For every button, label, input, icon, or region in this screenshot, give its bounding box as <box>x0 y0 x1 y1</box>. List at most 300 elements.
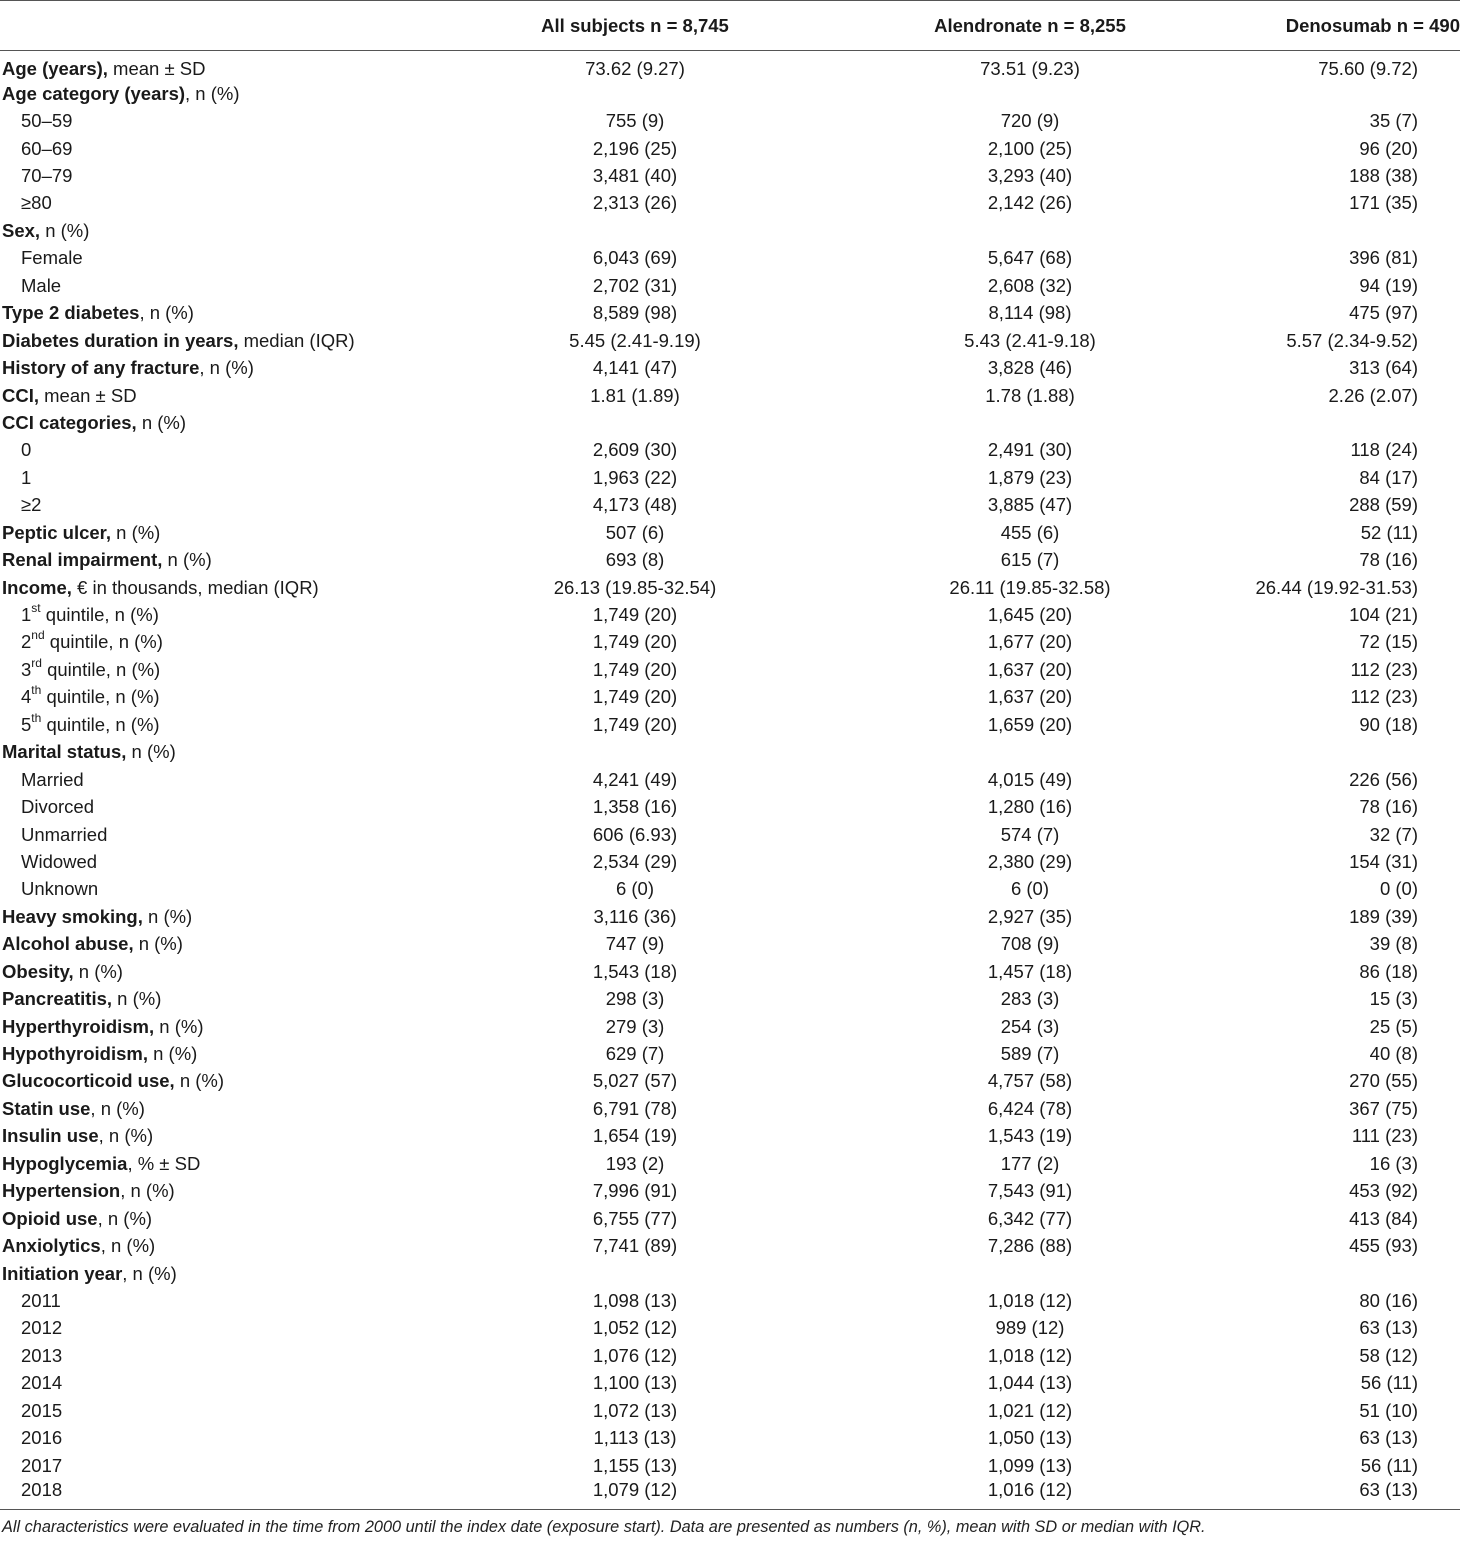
row-label-unit: , n (%) <box>97 1207 153 1229</box>
table-row <box>0 382 1460 409</box>
denosumab-value: 2.26 (2.07) <box>1328 384 1418 406</box>
row-label-unit: , n (%) <box>139 302 194 324</box>
all-subjects-value: 5,027 (57) <box>592 1070 678 1092</box>
all-subjects-value: 1,749 (20) <box>592 713 678 735</box>
row-label: 2015 <box>21 1399 63 1421</box>
alendronate-value: 7,286 (88) <box>987 1235 1073 1257</box>
all-subjects-value: 26.13 (19.85-32.54) <box>553 576 717 598</box>
row-label <box>0 1095 430 1122</box>
alendronate-value: 455 (6) <box>1000 521 1060 543</box>
all-subjects-value <box>430 217 840 244</box>
denosumab-value: 86 (18) <box>1359 960 1418 982</box>
alendronate-value: 2,142 (26) <box>987 192 1073 214</box>
alendronate-value: 615 (7) <box>1000 549 1060 571</box>
alendronate-value <box>840 739 1220 766</box>
row-label-unit: n (%) <box>133 933 183 955</box>
row-label-unit: mean ± SD <box>39 384 137 406</box>
row-label-bold: Income, <box>2 576 72 598</box>
row-label: Married <box>21 768 84 790</box>
denosumab-value: 189 (39) <box>1349 905 1418 927</box>
denosumab-value: 52 (11) <box>1360 521 1418 543</box>
all-subjects-value: 1,749 (20) <box>592 604 678 626</box>
row-label-unit: n (%) <box>136 411 187 433</box>
all-subjects-value: 2,609 (30) <box>592 439 678 461</box>
row-label <box>0 217 430 244</box>
all-subjects-value: 6,791 (78) <box>592 1097 678 1119</box>
quintile-label: quintile, n (%) <box>41 713 160 735</box>
denosumab-value: 58 (12) <box>1359 1344 1418 1366</box>
denosumab-value <box>1220 1260 1460 1287</box>
denosumab-value: 0 (0) <box>1379 878 1418 900</box>
row-label-unit: , n (%) <box>100 1235 156 1257</box>
table-row <box>0 739 1460 766</box>
denosumab-value: 396 (81) <box>1349 247 1418 269</box>
table-row <box>0 327 1460 354</box>
row-label <box>0 958 430 985</box>
denosumab-value: 78 (16) <box>1359 549 1418 571</box>
alendronate-value: 1,645 (20) <box>987 604 1073 626</box>
quintile-number: 3 <box>21 658 32 680</box>
row-label-bold: Hypoglycemia <box>2 1152 128 1174</box>
alendronate-value: 4,015 (49) <box>987 768 1073 790</box>
denosumab-value: 26.44 (19.92-31.53) <box>1255 576 1418 598</box>
all-subjects-value <box>430 739 840 766</box>
footnote-row <box>0 1510 1460 1538</box>
row-label-unit: , % ± SD <box>127 1152 201 1174</box>
table-row <box>0 1479 1460 1510</box>
denosumab-value: 16 (3) <box>1369 1152 1418 1174</box>
row-label-unit: n (%) <box>111 521 161 543</box>
quintile-number: 4 <box>21 686 32 708</box>
denosumab-value: 455 (93) <box>1349 1235 1418 1257</box>
alendronate-value: 1.78 (1.88) <box>985 384 1075 406</box>
table-row <box>0 492 1460 519</box>
all-subjects-value: 1,749 (20) <box>592 658 678 680</box>
table-row <box>0 162 1460 189</box>
row-label <box>0 1123 430 1150</box>
alendronate-value: 1,099 (13) <box>987 1454 1073 1476</box>
denosumab-value: 39 (8) <box>1369 933 1418 955</box>
alendronate-value: 254 (3) <box>1000 1015 1060 1037</box>
all-subjects-value: 3,116 (36) <box>593 905 677 927</box>
table-row <box>0 684 1460 711</box>
row-label <box>0 382 430 409</box>
all-subjects-value: 7,996 (91) <box>592 1180 678 1202</box>
row-label: 2017 <box>21 1454 63 1476</box>
denosumab-value: 188 (38) <box>1349 165 1418 187</box>
row-label-unit: median (IQR) <box>238 329 355 351</box>
all-subjects-value: 693 (8) <box>605 549 665 571</box>
alendronate-value: 1,457 (18) <box>987 960 1073 982</box>
denosumab-value: 56 (11) <box>1360 1372 1418 1394</box>
row-label <box>0 574 430 601</box>
row-label-unit: n (%) <box>40 219 90 241</box>
table-row <box>0 1287 1460 1314</box>
row-label <box>0 1150 430 1177</box>
row-label: ≥80 <box>21 192 52 214</box>
quintile-label: quintile, n (%) <box>41 686 160 708</box>
header-all-subjects: All subjects n = 8,745 <box>430 1 840 51</box>
all-subjects-value: 1,749 (20) <box>592 686 678 708</box>
all-subjects-value: 193 (2) <box>605 1152 665 1174</box>
all-subjects-value: 1,079 (12) <box>592 1479 678 1501</box>
alendronate-value: 6 (0) <box>1010 878 1050 900</box>
all-subjects-value: 2,702 (31) <box>592 274 678 296</box>
table-row <box>0 848 1460 875</box>
table-row <box>0 354 1460 381</box>
row-label: 0 <box>21 439 32 461</box>
all-subjects-value: 7,741 (89) <box>592 1235 678 1257</box>
denosumab-value: 25 (5) <box>1369 1015 1418 1037</box>
row-label-unit: mean ± SD <box>107 58 206 79</box>
alendronate-value: 8,114 (98) <box>988 302 1072 324</box>
denosumab-value: 313 (64) <box>1349 357 1418 379</box>
all-subjects-value: 1,072 (13) <box>592 1399 678 1421</box>
denosumab-value: 112 (23) <box>1350 658 1418 680</box>
denosumab-value: 40 (8) <box>1369 1043 1418 1065</box>
row-label-bold: Hypothyroidism, <box>2 1043 148 1065</box>
all-subjects-value: 5.45 (2.41-9.19) <box>569 329 701 351</box>
row-label-bold: Initiation year <box>2 1262 123 1284</box>
all-subjects-value: 73.62 (9.27) <box>585 58 685 79</box>
row-label <box>0 80 430 107</box>
row-label <box>0 327 430 354</box>
table-row <box>0 272 1460 299</box>
row-label <box>0 51 430 81</box>
all-subjects-value: 4,241 (49) <box>592 768 678 790</box>
row-label-unit: € in thousands, median (IQR) <box>71 576 319 598</box>
alendronate-value: 283 (3) <box>1000 988 1060 1010</box>
row-label <box>0 519 430 546</box>
all-subjects-value: 1,100 (13) <box>592 1372 678 1394</box>
all-subjects-value: 298 (3) <box>605 988 665 1010</box>
row-label-bold: Obesity, <box>2 960 74 982</box>
row-label-bold: Sex, <box>2 219 41 241</box>
quintile-ordinal-suffix: st <box>31 600 41 615</box>
denosumab-value: 171 (35) <box>1349 192 1418 214</box>
row-label-bold: Hyperthyroidism, <box>2 1015 155 1037</box>
denosumab-value: 270 (55) <box>1349 1070 1418 1092</box>
all-subjects-value: 1.81 (1.89) <box>590 384 680 406</box>
table-row <box>0 1342 1460 1369</box>
all-subjects-value: 8,589 (98) <box>592 302 678 324</box>
denosumab-value: 78 (16) <box>1359 796 1418 818</box>
alendronate-value: 6,424 (78) <box>987 1097 1073 1119</box>
alendronate-value: 2,491 (30) <box>987 439 1073 461</box>
row-label-bold: Heavy smoking, <box>2 905 143 927</box>
alendronate-value: 4,757 (58) <box>987 1070 1073 1092</box>
denosumab-value: 475 (97) <box>1349 302 1418 324</box>
row-label-bold: Insulin use <box>2 1125 99 1147</box>
table-row <box>0 1370 1460 1397</box>
row-label-bold: CCI categories, <box>2 411 137 433</box>
denosumab-value: 80 (16) <box>1359 1289 1418 1311</box>
row-label-bold: Statin use <box>2 1097 91 1119</box>
denosumab-value: 35 (7) <box>1369 110 1418 132</box>
row-label <box>0 1260 430 1287</box>
alendronate-value: 720 (9) <box>1000 110 1060 132</box>
alendronate-value <box>840 80 1220 107</box>
row-label: 2012 <box>21 1317 63 1339</box>
quintile-label: quintile, n (%) <box>41 658 161 680</box>
all-subjects-value: 606 (6.93) <box>592 823 678 845</box>
table-row <box>0 821 1460 848</box>
alendronate-value: 2,380 (29) <box>987 850 1073 872</box>
row-label-unit: , n (%) <box>122 1262 177 1284</box>
alendronate-value: 2,927 (35) <box>987 905 1073 927</box>
table-row <box>0 656 1460 683</box>
table-row <box>0 1040 1460 1067</box>
row-label-unit: , n (%) <box>120 1180 175 1202</box>
row-label <box>0 354 430 381</box>
quintile-ordinal-suffix: th <box>31 683 42 698</box>
denosumab-value <box>1220 217 1460 244</box>
table-row <box>0 409 1460 436</box>
row-label: 2013 <box>21 1344 63 1366</box>
row-label <box>0 546 430 573</box>
alendronate-value: 3,885 (47) <box>987 494 1073 516</box>
table-header <box>0 1 1460 51</box>
header-alendronate: Alendronate n = 8,255 <box>840 1 1220 51</box>
row-label <box>0 1178 430 1205</box>
row-label-unit: , n (%) <box>98 1125 154 1147</box>
row-label <box>0 1205 430 1232</box>
row-label-unit: n (%) <box>174 1070 225 1092</box>
row-label-bold: Peptic ulcer, <box>2 521 111 543</box>
denosumab-value: 32 (7) <box>1369 823 1418 845</box>
denosumab-value <box>1220 739 1460 766</box>
alendronate-value: 3,293 (40) <box>987 165 1073 187</box>
row-label: 60–69 <box>21 137 73 159</box>
row-label <box>0 656 430 683</box>
table-row <box>0 1123 1460 1150</box>
alendronate-value: 1,018 (12) <box>987 1289 1073 1311</box>
alendronate-value: 2,608 (32) <box>987 274 1073 296</box>
table-row <box>0 464 1460 491</box>
row-label-unit: , n (%) <box>90 1097 145 1119</box>
alendronate-value: 1,659 (20) <box>987 713 1073 735</box>
row-label: 2018 <box>21 1479 63 1501</box>
row-label <box>0 684 430 711</box>
alendronate-value: 3,828 (46) <box>987 357 1073 379</box>
alendronate-value: 574 (7) <box>1000 823 1060 845</box>
denosumab-value: 453 (92) <box>1349 1180 1418 1202</box>
alendronate-value: 1,018 (12) <box>987 1344 1073 1366</box>
row-label <box>0 985 430 1012</box>
row-label: 50–59 <box>21 110 73 132</box>
table-row <box>0 546 1460 573</box>
row-label-unit: n (%) <box>126 741 176 763</box>
row-label-bold: Renal impairment, <box>2 549 163 571</box>
table-body <box>0 51 1460 1510</box>
table-row <box>0 217 1460 244</box>
alendronate-value: 1,637 (20) <box>987 686 1073 708</box>
row-label: Female <box>21 247 83 269</box>
row-label-bold: Anxiolytics <box>2 1235 101 1257</box>
table-row <box>0 1178 1460 1205</box>
denosumab-value: 84 (17) <box>1359 466 1418 488</box>
alendronate-value: 6,342 (77) <box>987 1207 1073 1229</box>
quintile-label: quintile, n (%) <box>44 631 163 653</box>
row-label: 2011 <box>21 1289 61 1311</box>
denosumab-value: 15 (3) <box>1369 988 1418 1010</box>
alendronate-value: 1,677 (20) <box>987 631 1073 653</box>
row-label-unit: , n (%) <box>199 357 254 379</box>
row-label-unit: n (%) <box>147 1043 198 1065</box>
denosumab-value: 96 (20) <box>1359 137 1418 159</box>
table-footer <box>0 1510 1460 1538</box>
denosumab-value: 75.60 (9.72) <box>1318 58 1418 79</box>
table-row <box>0 437 1460 464</box>
table-row <box>0 519 1460 546</box>
row-label: 70–79 <box>21 165 73 187</box>
row-label: Unmarried <box>21 823 108 845</box>
row-label-unit: n (%) <box>154 1015 204 1037</box>
all-subjects-value: 1,749 (20) <box>592 631 678 653</box>
denosumab-value <box>1220 409 1460 436</box>
table-row <box>0 1260 1460 1287</box>
all-subjects-value <box>430 409 840 436</box>
all-subjects-value: 1,076 (12) <box>592 1344 678 1366</box>
row-label-bold: Diabetes duration in years, <box>2 329 239 351</box>
quintile-ordinal-suffix: th <box>31 710 42 725</box>
denosumab-value: 154 (31) <box>1349 850 1418 872</box>
all-subjects-value: 1,543 (18) <box>592 960 678 982</box>
denosumab-value: 118 (24) <box>1350 439 1418 461</box>
alendronate-value: 1,044 (13) <box>987 1372 1073 1394</box>
table-row <box>0 1095 1460 1122</box>
alendronate-value <box>840 1260 1220 1287</box>
row-label <box>0 409 430 436</box>
table-row <box>0 1397 1460 1424</box>
all-subjects-value <box>430 80 840 107</box>
denosumab-value: 63 (13) <box>1359 1479 1418 1501</box>
table-row <box>0 601 1460 628</box>
row-label <box>0 903 430 930</box>
row-label-bold: Glucocorticoid use, <box>2 1070 175 1092</box>
row-label-bold: Opioid use <box>2 1207 98 1229</box>
denosumab-value: 104 (21) <box>1349 604 1418 626</box>
table-row <box>0 1424 1460 1451</box>
table-row <box>0 1013 1460 1040</box>
row-label-bold: Hypertension <box>2 1180 121 1202</box>
all-subjects-value: 279 (3) <box>605 1015 665 1037</box>
table-row <box>0 574 1460 601</box>
row-label: Unknown <box>21 878 99 900</box>
alendronate-value: 589 (7) <box>1000 1043 1060 1065</box>
alendronate-value: 1,280 (16) <box>987 796 1073 818</box>
alendronate-value: 26.11 (19.85-32.58) <box>949 576 1111 598</box>
row-label-bold: Marital status, <box>2 741 127 763</box>
row-label-bold: Age category (years) <box>2 82 186 104</box>
table-row <box>0 1232 1460 1259</box>
all-subjects-value: 629 (7) <box>605 1043 665 1065</box>
denosumab-value: 94 (19) <box>1359 274 1418 296</box>
denosumab-value: 112 (23) <box>1350 686 1418 708</box>
row-label <box>0 739 430 766</box>
row-label <box>0 300 430 327</box>
alendronate-value: 1,543 (19) <box>987 1125 1073 1147</box>
table-row <box>0 1315 1460 1342</box>
alendronate-value: 1,637 (20) <box>987 658 1073 680</box>
denosumab-value: 226 (56) <box>1349 768 1418 790</box>
alendronate-value: 1,016 (12) <box>987 1479 1073 1501</box>
table-row <box>0 711 1460 738</box>
row-label <box>0 1068 430 1095</box>
alendronate-value: 2,100 (25) <box>987 137 1073 159</box>
denosumab-value: 367 (75) <box>1349 1097 1418 1119</box>
table-row <box>0 766 1460 793</box>
row-label-unit: , n (%) <box>185 82 240 104</box>
all-subjects-value: 747 (9) <box>605 933 665 955</box>
table-row <box>0 931 1460 958</box>
quintile-label: quintile, n (%) <box>40 604 159 626</box>
table-row <box>0 135 1460 162</box>
row-label <box>0 711 430 738</box>
all-subjects-value: 1,358 (16) <box>592 796 678 818</box>
all-subjects-value: 1,113 (13) <box>593 1427 677 1449</box>
row-label-bold: CCI, <box>2 384 39 406</box>
table-row <box>0 51 1460 81</box>
all-subjects-value: 1,963 (22) <box>592 466 678 488</box>
table-row <box>0 985 1460 1012</box>
all-subjects-value: 1,098 (13) <box>592 1289 678 1311</box>
quintile-number: 2 <box>21 631 32 653</box>
table-row <box>0 1205 1460 1232</box>
quintile-number: 5 <box>21 713 32 735</box>
denosumab-value: 111 (23) <box>1351 1125 1418 1147</box>
table-row <box>0 1068 1460 1095</box>
table-row <box>0 80 1460 107</box>
footnote: All characteristics were evaluated in the time from 2000 until the index date (exposure start). Data are presented as numbers (n, %), mean with SD or median with IQR. <box>0 1510 1460 1538</box>
table-row <box>0 1452 1460 1479</box>
row-label-bold: History of any fracture <box>2 357 200 379</box>
row-label-bold: Alcohol abuse, <box>2 933 134 955</box>
all-subjects-value: 755 (9) <box>605 110 665 132</box>
row-label <box>0 1013 430 1040</box>
table-row <box>0 793 1460 820</box>
quintile-number: 1 <box>21 604 32 626</box>
table-row <box>0 903 1460 930</box>
alendronate-value: 177 (2) <box>1000 1152 1060 1174</box>
all-subjects-value <box>430 1260 840 1287</box>
row-label: ≥2 <box>21 494 42 516</box>
row-label <box>0 931 430 958</box>
denosumab-value: 90 (18) <box>1359 713 1418 735</box>
table-row <box>0 245 1460 272</box>
denosumab-value <box>1220 80 1460 107</box>
header-blank <box>0 1 430 51</box>
row-label: 1 <box>21 466 32 488</box>
table-row <box>0 1150 1460 1177</box>
row-label-bold: Type 2 diabetes <box>2 302 140 324</box>
denosumab-value: 288 (59) <box>1349 494 1418 516</box>
alendronate-value: 1,021 (12) <box>987 1399 1073 1421</box>
all-subjects-value: 6,755 (77) <box>592 1207 678 1229</box>
alendronate-value: 5.43 (2.41-9.18) <box>964 329 1096 351</box>
alendronate-value: 708 (9) <box>1000 933 1060 955</box>
all-subjects-value: 6,043 (69) <box>592 247 678 269</box>
all-subjects-value: 3,481 (40) <box>592 165 678 187</box>
quintile-ordinal-suffix: nd <box>31 628 45 643</box>
all-subjects-value: 1,155 (13) <box>592 1454 678 1476</box>
quintile-ordinal-suffix: rd <box>31 655 42 670</box>
alendronate-value <box>840 217 1220 244</box>
row-label <box>0 1040 430 1067</box>
denosumab-value: 63 (13) <box>1359 1317 1418 1339</box>
table-row <box>0 300 1460 327</box>
row-label <box>0 1232 430 1259</box>
